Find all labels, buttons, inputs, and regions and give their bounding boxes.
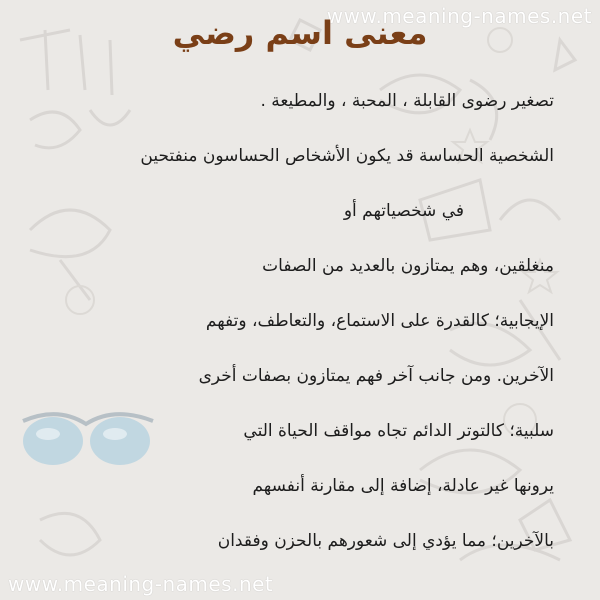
page-title: معنى اسم رضي: [172, 14, 428, 52]
watermark-bottom: www.meaning-names.net: [8, 572, 274, 596]
meaning-text: [34, 86, 554, 581]
text-line: بالآخرين؛ مما يؤدي إلى شعورهم بالحزن وفقدان: [217, 531, 554, 551]
text-line: تصغير رضوى القابلة ، المحبة ، والمطيعة .: [260, 91, 554, 111]
text-line: يرونها غير عادلة، إضافة إلى مقارنة أنفسهم: [252, 476, 554, 496]
text-line: منغلقين، وهم يمتازون بالعديد من الصفات: [262, 256, 554, 276]
text-line: الشخصية الحساسة قد يكون الأشخاص الحساسون منفتحين: [140, 146, 554, 166]
text-line: سلبية؛ كالتوتر الدائم تجاه مواقف الحياة التي: [243, 421, 554, 441]
text-line: في شخصياتهم أو: [343, 201, 464, 221]
text-line: الإيجابية؛ كالقدرة على الاستماع، والتعاطف، وتفهم: [205, 311, 554, 331]
watermark-top: www.meaning-names.net: [326, 4, 592, 28]
text-line: الآخرين. ومن جانب آخر فهم يمتازون بصفات أخرى: [198, 366, 554, 386]
